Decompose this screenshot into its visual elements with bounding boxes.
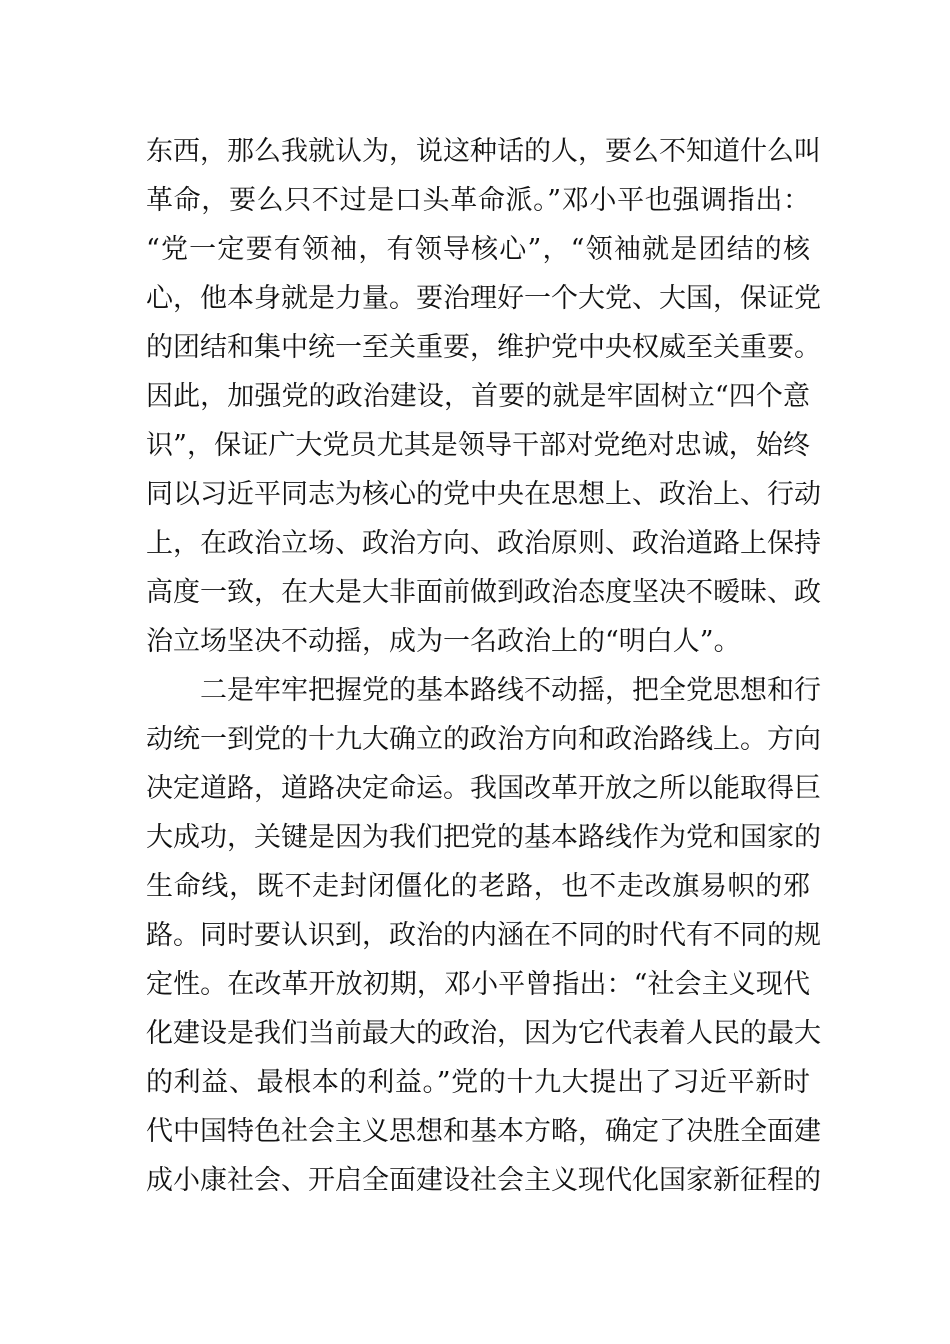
text-line: 大成功，关键是因为我们把党的基本路线作为党和国家的 <box>146 822 821 853</box>
paragraph-end-line: 治立场坚决不动摇，成为一名政治上的“明白人”。 <box>146 626 741 657</box>
text-line: 上，在政治立场、政治方向、政治原则、政治道路上保持 <box>146 528 821 559</box>
paragraph-start-line: 二是牢牢把握党的基本路线不动摇，把全党思想和行 <box>200 675 821 706</box>
text-line: 东西，那么我就认为，说这种话的人，要么不知道什么叫 <box>146 136 821 167</box>
text-line: “党一定要有领袖，有领导核心”，“领袖就是团结的核 <box>146 234 810 265</box>
text-line: 高度一致，在大是大非面前做到政治态度坚决不暧昧、政 <box>146 577 821 608</box>
text-line: 路。同时要认识到，政治的内涵在不同的时代有不同的规 <box>146 920 821 951</box>
text-line: 的团结和集中统一至关重要，维护党中央权威至关重要。 <box>146 332 821 363</box>
text-line: 代中国特色社会主义思想和基本方略，确定了决胜全面建 <box>146 1116 821 1147</box>
text-line: 成小康社会、开启全面建设社会主义现代化国家新征程的 <box>146 1165 821 1196</box>
text-line: 革命，要么只不过是口头革命派。”邓小平也强调指出： <box>146 185 810 216</box>
text-line: 动统一到党的十九大确立的政治方向和政治路线上。方向 <box>146 724 821 755</box>
text-line: 识”，保证广大党员尤其是领导干部对党绝对忠诚，始终 <box>146 430 810 461</box>
text-line: 定性。在改革开放初期，邓小平曾指出：“社会主义现代 <box>146 969 810 1000</box>
text-line: 心，他本身就是力量。要治理好一个大党、大国，保证党 <box>146 283 821 314</box>
body-text <box>146 127 821 1205</box>
text-line: 化建设是我们当前最大的政治，因为它代表着人民的最大 <box>146 1018 821 1049</box>
text-line: 同以习近平同志为核心的党中央在思想上、政治上、行动 <box>146 479 821 510</box>
text-line: 决定道路，道路决定命运。我国改革开放之所以能取得巨 <box>146 773 821 804</box>
text-line: 生命线，既不走封闭僵化的老路，也不走改旗易帜的邪 <box>146 871 810 902</box>
text-line: 的利益、最根本的利益。”党的十九大提出了习近平新时 <box>146 1067 810 1098</box>
text-line: 因此，加强党的政治建设，首要的就是牢固树立“四个意 <box>146 381 810 412</box>
